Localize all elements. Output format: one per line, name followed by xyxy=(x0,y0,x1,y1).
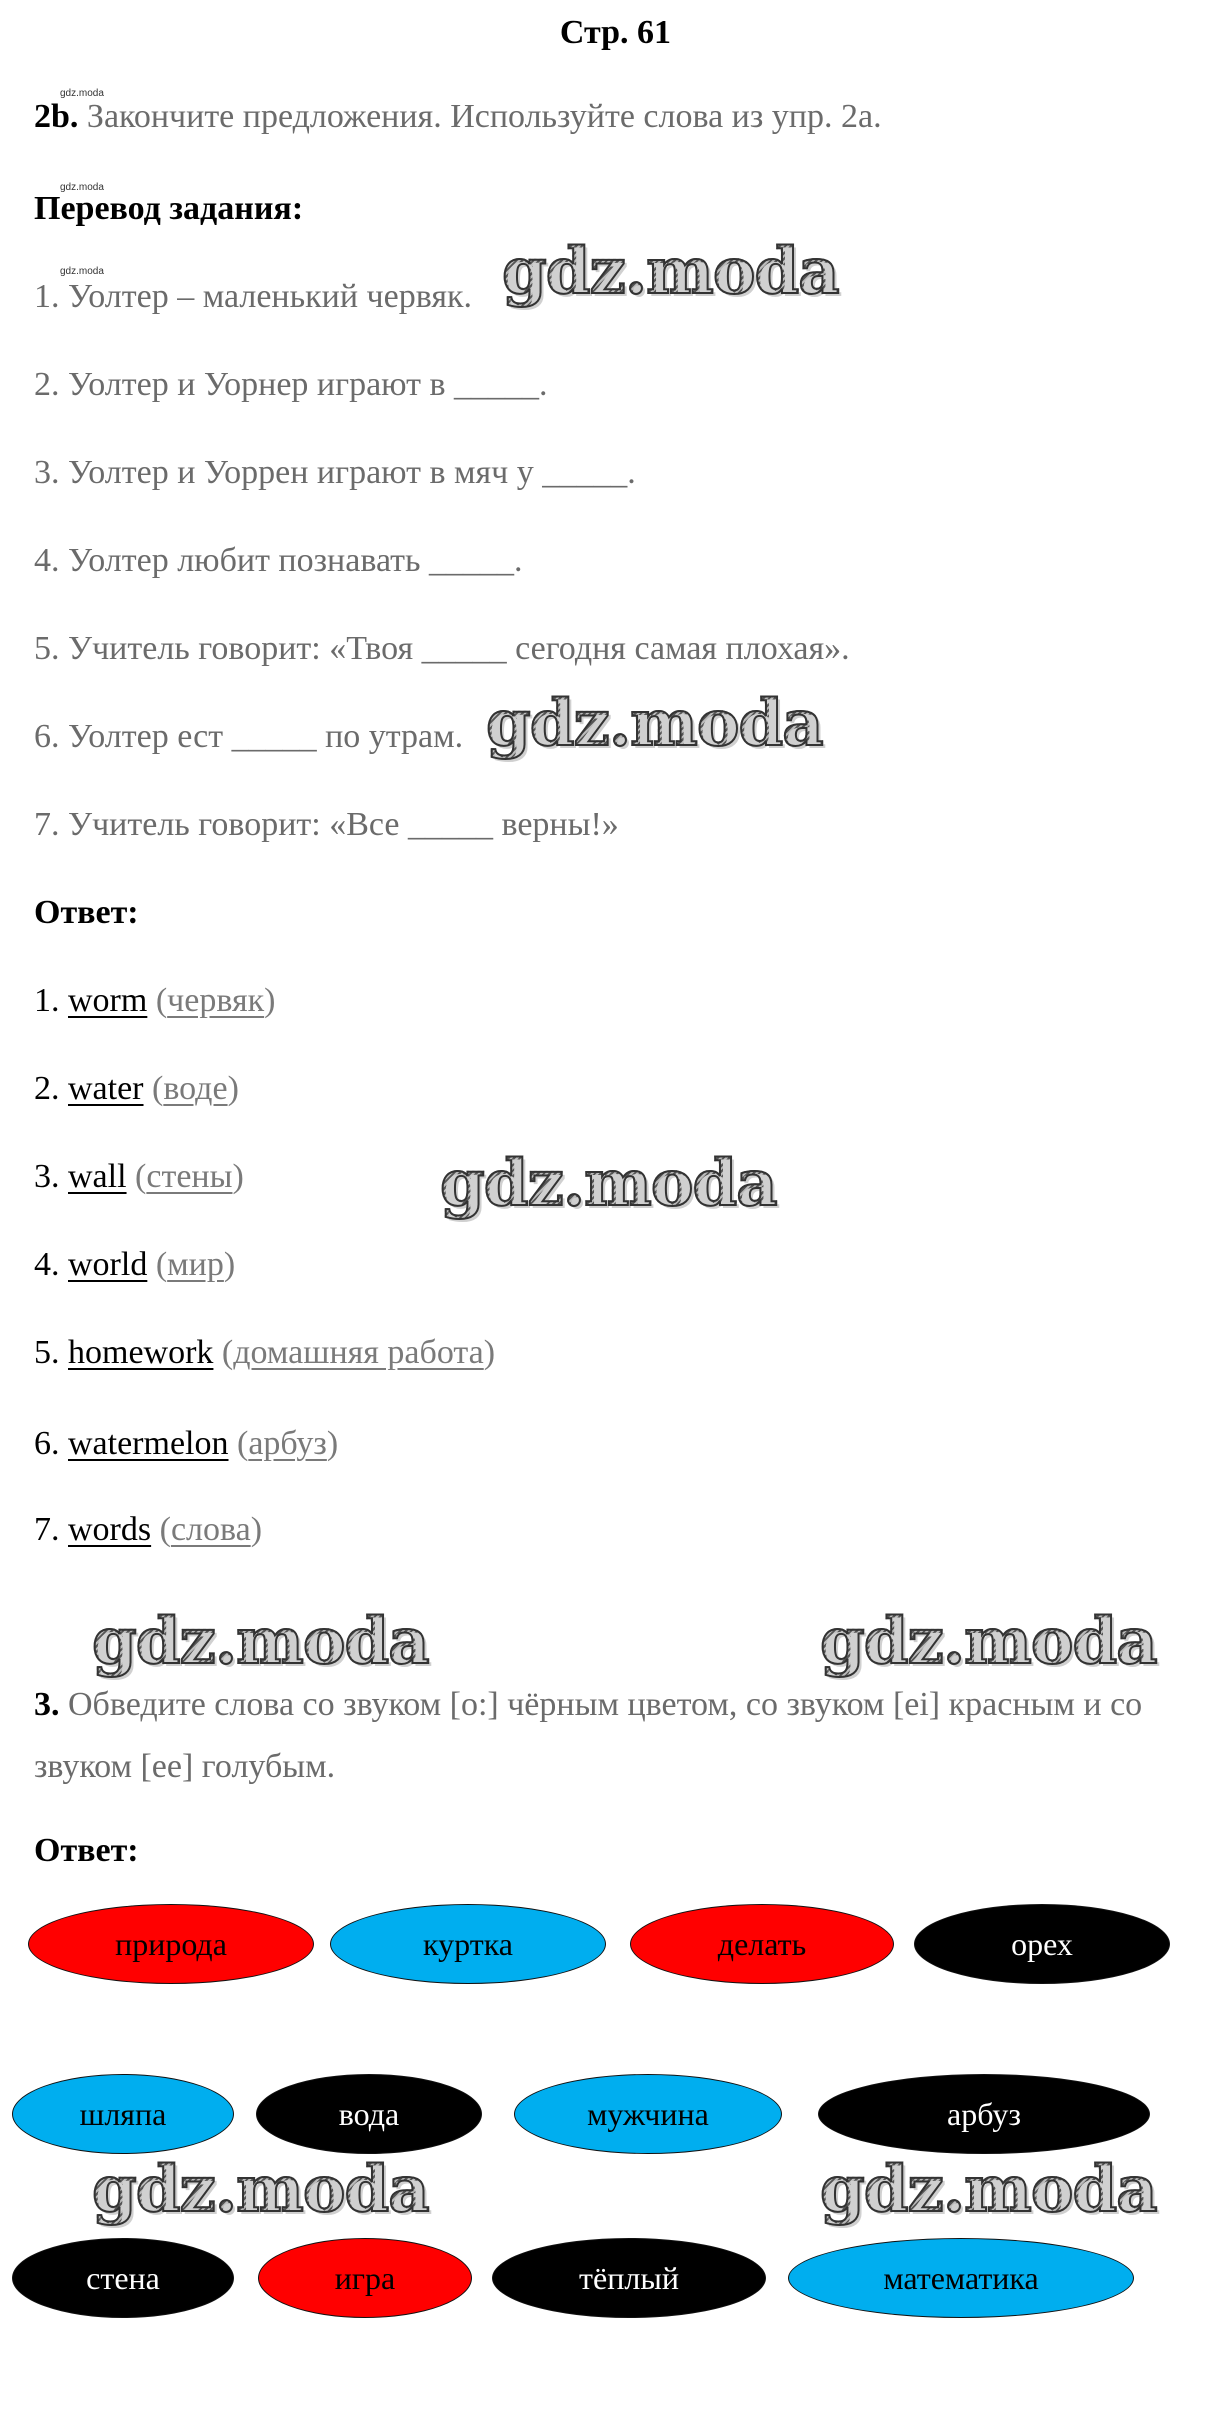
word-oval: куртка xyxy=(330,1904,606,1984)
task-2b-heading xyxy=(34,98,882,136)
answer-item xyxy=(34,1334,495,1372)
word-oval: математика xyxy=(788,2238,1134,2318)
sentence: 6. Уолтер ест _____ по утрам. xyxy=(34,718,464,755)
answer-number: 7. xyxy=(34,1511,60,1548)
watermark-logo: gdz.moda xyxy=(486,686,823,761)
answer-translation: (мир) xyxy=(155,1246,236,1283)
task-3-heading xyxy=(34,1686,1142,1724)
answer-translation: (слова) xyxy=(159,1511,263,1548)
answer-translation: (домашняя работа) xyxy=(221,1334,496,1371)
word-oval: стена xyxy=(12,2238,234,2318)
answer-item xyxy=(34,1246,235,1284)
sentence: 1. Уолтер – маленький червяк. xyxy=(34,278,472,315)
answer-3-heading: Ответ: xyxy=(34,1832,139,1869)
task-instruction-continued: звуком [ee] голубым. xyxy=(34,1748,336,1785)
watermark-logo: gdz.moda xyxy=(92,2152,429,2227)
answer-word: water xyxy=(68,1070,144,1107)
word-oval: тёплый xyxy=(492,2238,766,2318)
translation-heading: Перевод задания: xyxy=(34,190,304,227)
task-instruction: Обведите слова со звуком [о:] чёрным цветом, со звуком [ei] красным и со xyxy=(59,1686,1143,1723)
answer-number: 6. xyxy=(34,1425,60,1462)
page-title: Стр. 61 xyxy=(559,14,672,51)
watermark-small: gdz.moda xyxy=(60,88,104,99)
sentence: 2. Уолтер и Уорнер играют в _____. xyxy=(34,366,548,403)
answer-word: wall xyxy=(68,1158,127,1195)
answer-item xyxy=(34,1158,244,1196)
answer-number: 2. xyxy=(34,1070,60,1107)
answer-word: worm xyxy=(68,982,148,1019)
word-oval: игра xyxy=(258,2238,472,2318)
answer-number: 3. xyxy=(34,1158,60,1195)
task-number: 3. xyxy=(34,1686,60,1723)
word-oval: вода xyxy=(256,2074,482,2154)
answer-number: 5. xyxy=(34,1334,60,1371)
word-oval: шляпа xyxy=(12,2074,234,2154)
answer-translation: (воде) xyxy=(152,1070,239,1107)
answer-word: world xyxy=(68,1246,148,1283)
answer-word: words xyxy=(68,1511,152,1548)
watermark-small: gdz.moda xyxy=(60,182,104,193)
word-oval: орех xyxy=(914,1904,1170,1984)
answer-word: homework xyxy=(68,1334,214,1371)
answer-number: 1. xyxy=(34,982,60,1019)
sentence: 3. Уолтер и Уоррен играют в мяч у _____. xyxy=(34,454,636,491)
sentence: 4. Уолтер любит познавать _____. xyxy=(34,542,523,579)
word-oval: природа xyxy=(28,1904,314,1984)
answer-translation: (червяк) xyxy=(155,982,276,1019)
watermark-small: gdz.moda xyxy=(60,266,104,277)
answer-item xyxy=(34,982,275,1020)
sentence: 7. Учитель говорит: «Все _____ верны!» xyxy=(34,806,619,843)
answer-item xyxy=(34,1511,262,1549)
word-oval: арбуз xyxy=(818,2074,1150,2154)
word-oval: мужчина xyxy=(514,2074,782,2154)
answer-item xyxy=(34,1425,338,1463)
answer-number: 4. xyxy=(34,1246,60,1283)
sentence: 5. Учитель говорит: «Твоя _____ сегодня самая плохая». xyxy=(34,630,850,667)
watermark-logo: gdz.moda xyxy=(440,1146,777,1221)
watermark-logo: gdz.moda xyxy=(502,234,839,309)
watermark-logo: gdz.moda xyxy=(820,1604,1157,1679)
word-oval: делать xyxy=(630,1904,894,1984)
answer-word: watermelon xyxy=(68,1425,229,1462)
task-number: 2b. xyxy=(34,98,79,135)
answer-translation: (арбуз) xyxy=(237,1425,339,1462)
watermark-logo: gdz.moda xyxy=(820,2152,1157,2227)
task-instruction: Закончите предложения. Используйте слова из упр. 2а. xyxy=(78,98,882,135)
watermark-logo: gdz.moda xyxy=(92,1604,429,1679)
answer-translation: (стены) xyxy=(135,1158,244,1195)
answer-heading: Ответ: xyxy=(34,894,139,931)
answer-item xyxy=(34,1070,239,1108)
